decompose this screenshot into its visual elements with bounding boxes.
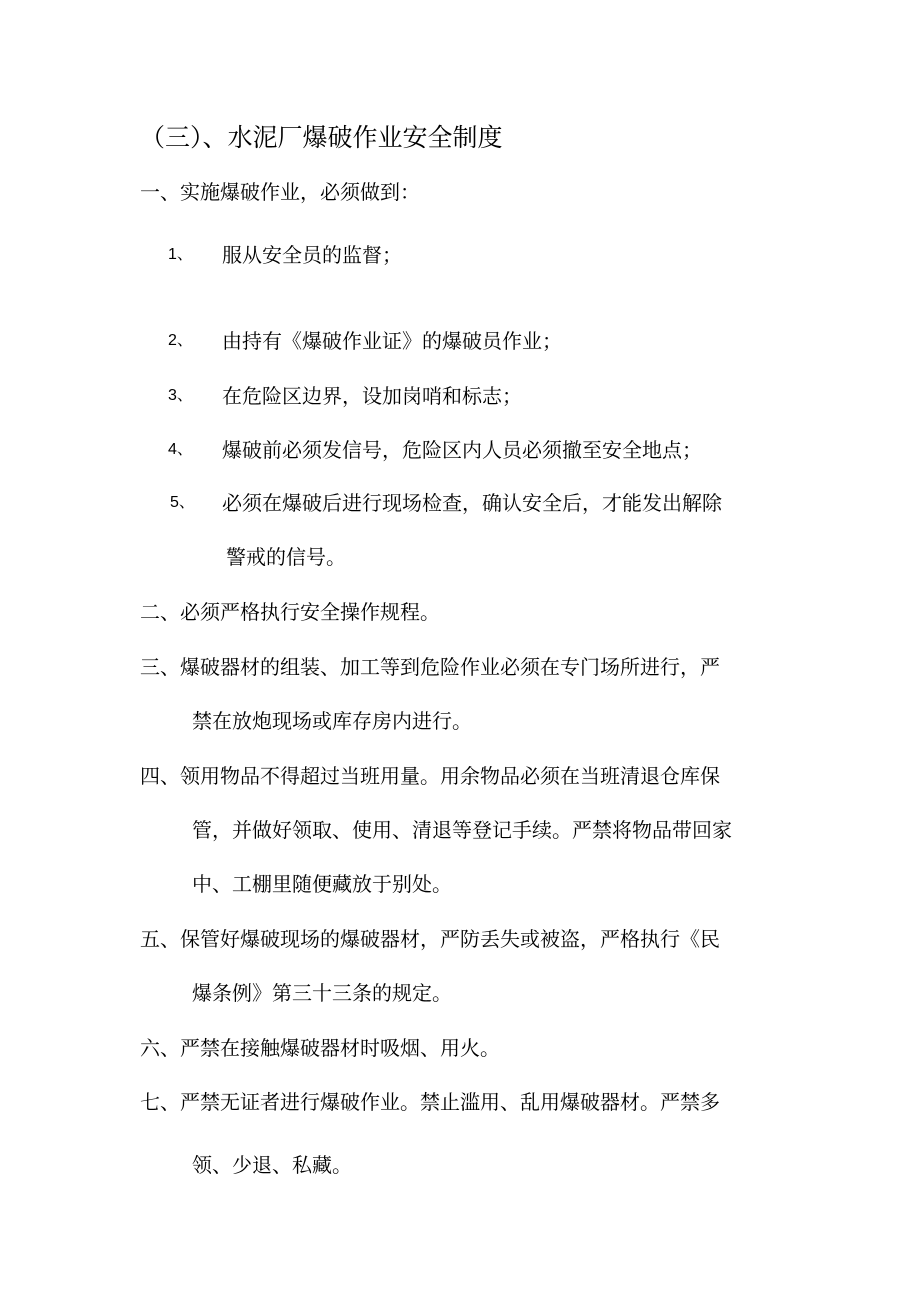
section-7-line-1: 七、严禁无证者进行爆破作业。禁止滥用、乱用爆破器材。严禁多 bbox=[140, 1090, 720, 1114]
item-4-text: 爆破前必须发信号，危险区内人员必须撤至安全地点； bbox=[222, 438, 702, 462]
section-2-text: 二、必须严格执行安全操作规程。 bbox=[140, 600, 440, 624]
section-1-heading: 一、实施爆破作业，必须做到： bbox=[140, 180, 420, 204]
item-1-text: 服从安全员的监督； bbox=[222, 243, 402, 267]
item-2-text: 由持有《爆破作业证》的爆破员作业； bbox=[222, 329, 562, 353]
section-4-line-2: 管，并做好领取、使用、清退等登记手续。严禁将物品带回家 bbox=[192, 818, 732, 842]
section-7-line-2: 领、少退、私藏。 bbox=[192, 1153, 352, 1177]
item-5-text-continued: 警戒的信号。 bbox=[226, 545, 346, 569]
item-3-number: 3、 bbox=[168, 387, 193, 404]
section-3-line-2: 禁在放炮现场或库存房内进行。 bbox=[192, 709, 472, 733]
item-2-number: 2、 bbox=[168, 332, 193, 349]
item-1-number: 1、 bbox=[168, 246, 193, 263]
section-5-line-2: 爆条例》第三十三条的规定。 bbox=[192, 981, 452, 1005]
section-3-line-1: 三、爆破器材的组装、加工等到危险作业必须在专门场所进行，严 bbox=[140, 655, 720, 679]
item-5-number: 5、 bbox=[170, 494, 195, 511]
section-4-line-1: 四、领用物品不得超过当班用量。用余物品必须在当班清退仓库保 bbox=[140, 764, 720, 788]
item-3-text: 在危险区边界，设加岗哨和标志； bbox=[222, 384, 522, 408]
section-5-line-1: 五、保管好爆破现场的爆破器材，严防丢失或被盗，严格执行《民 bbox=[140, 927, 720, 951]
document-title: （三）、水泥厂爆破作业安全制度 bbox=[140, 123, 503, 152]
section-4-line-3: 中、工棚里随便藏放于别处。 bbox=[192, 872, 452, 896]
item-4-number: 4、 bbox=[168, 441, 193, 458]
section-6-text: 六、严禁在接触爆破器材时吸烟、用火。 bbox=[140, 1036, 500, 1060]
item-5-text: 必须在爆破后进行现场检查，确认安全后，才能发出解除 bbox=[222, 491, 722, 515]
